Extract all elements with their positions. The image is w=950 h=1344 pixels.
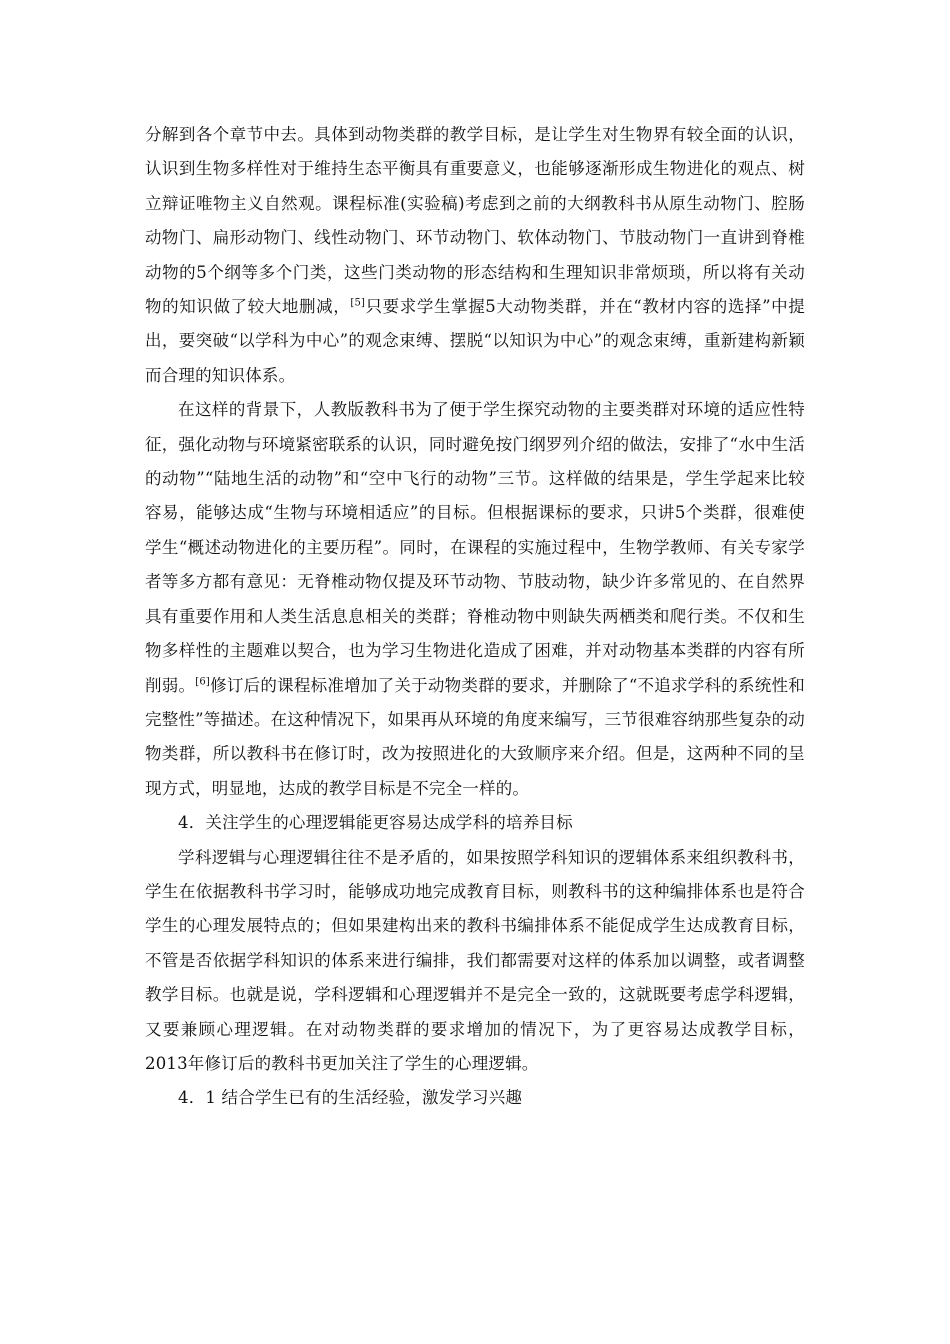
citation-6: [6]	[195, 676, 211, 687]
section-heading-4	[145, 806, 805, 840]
paragraph-1-text-a: 分解到各个章节中去。具体到动物类群的教学目标，是让学生对生物界有较全面的认识，认识到生物多样性对于维持生态平衡具有重要意义，也能够逐渐形成生物进化的观点、树立辩证唯物主义自然观。课程标准(实验稿)考虑到之前的大纲教科书从原生动物门、腔肠动物门、扁形动物门、线性动物门、环节动物门、软体动物门、节肢动物门一直讲到脊椎动物的5个纲等多个门类，这些门类动物的形态结构和生理知识非常烦琐，所以将有关动物的知识做了较大地删减，	[145, 125, 805, 317]
citation-5: [5]	[350, 297, 366, 309]
paragraph-1	[145, 118, 805, 393]
paragraph-3-text: 学科逻辑与心理逻辑往往不是矛盾的，如果按照学科知识的逻辑体系来组织教科书，学生在依据教科书学习时，能够成功地完成教育目标，则教科书的这种编排体系也是符合学生的心理发展特点的；但如果建构出来的教科书编排体系不能促成学生达成教育目标，不管是否依据学科知识的体系来进行编排，我们都需要对这样的体系加以调整，或者调整教学目标。也就是说，学科逻辑和心理逻辑并不是完全一致的，这就既要考虑学科逻辑，又要兼顾心理逻辑。在对动物类群的要求增加的情况下，为了更容易达成教学目标，2013年修订后的教科书更加关注了学生的心理逻辑。	[145, 847, 805, 1073]
paragraph-1-text-b: 只要求学生掌握5大动物类群，并在“教材内容的选择”中提出，要突破“以学科为中心”的观念束缚、摆脱“以知识为中心”的观念束缚，重新建构新颖而合理的知识体系。	[145, 297, 805, 385]
section-heading-4-text: 4．关注学生的心理逻辑能更容易达成学科的培养目标	[178, 813, 573, 833]
paragraph-2-text-a: 在这样的背景下，人教版教科书为了便于学生探究动物的主要类群对环境的适应性特征，强化动物与环境紧密联系的认识，同时避免按门纲罗列介绍的做法，安排了“水中生活的动物”“陆地生活的动物”和“空中飞行的动物”三节。这样做的结果是，学生学起来比较容易，能够达成“生物与环境相适应”的目标。但根据课标的要求，只讲5个类群，很难使学生“概述动物进化的主要历程”。同时，在课程的实施过程中，生物学教师、有关专家学者等多方都有意见：无脊椎动物仅提及环节动物、节肢动物，缺少许多常见的、在自然界具有重要作用和人类生活息息相关的类群；脊椎动物中则缺失两栖类和爬行类。不仅和生物多样性的主题难以契合，也为学习生物进化造成了困难，并对动物基本类群的内容有所削弱。	[145, 400, 805, 695]
paragraph-2	[145, 393, 805, 806]
paragraph-2-text-b: 修订后的课程标准增加了关于动物类群的要求，并删除了“不追求学科的系统性和完整性”等描述。在这种情况下，如果再从环境的角度来编写，三节很难容纳那些复杂的动物类群，所以教科书在修订时，改为按照进化的大致顺序来介绍。但是，这两种不同的呈现方式，明显地，达成的教学目标是不完全一样的。	[145, 675, 805, 798]
paragraph-3	[145, 841, 805, 1082]
section-heading-4-1-text: 4．1 结合学生已有的生活经验，激发学习兴趣	[178, 1088, 523, 1108]
document-page	[145, 118, 805, 1116]
section-heading-4-1	[145, 1081, 805, 1115]
